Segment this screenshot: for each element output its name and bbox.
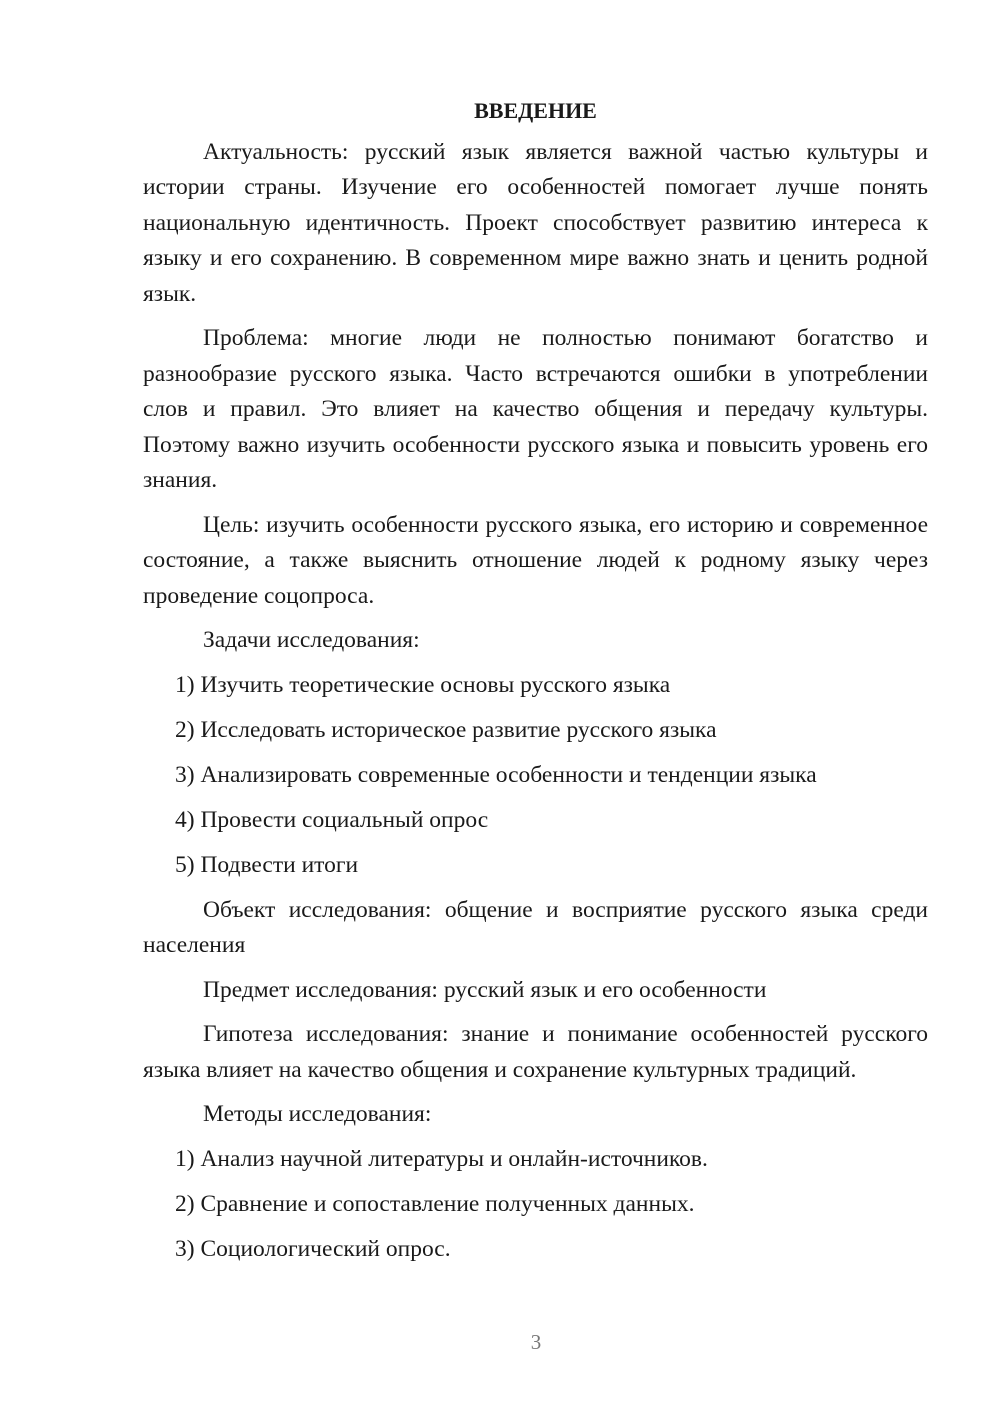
tasks-title: Задачи исследования: xyxy=(203,627,420,653)
methods-title: Методы исследования: xyxy=(203,1101,432,1127)
task-item: 1) Изучить теоретические основы русского языка xyxy=(175,671,671,698)
relevance-paragraph: Актуальность: русский язык является важной частью культуры и истории страны. Изучение его особенностей помогает лучше понять национальную идентичность. Проект способствует развитию интереса к языку и его сохранению. В современном мире важно знать и ценить родной язык. xyxy=(143,138,928,307)
task-item: 2) Исследовать историческое развитие русского языка xyxy=(175,716,717,743)
page-content xyxy=(143,93,928,1277)
task-item: 3) Анализировать современные особенности и тенденции языка xyxy=(175,761,817,788)
problem-paragraph: Проблема: многие люди не полностью понимают богатство и разнообразие русского языка. Часто встречаются ошибки в употреблении слов и правил. Это влияет на качество общения и передачу культуры. Поэтому важно изучить особенности русского языка и повысить уровень его знания. xyxy=(143,325,928,493)
task-item: 5) Подвести итоги xyxy=(175,851,359,878)
object-paragraph: Объект исследования: общение и восприятие русского языка среди населения xyxy=(143,896,928,958)
hypothesis-paragraph: Гипотеза исследования: знание и понимание особенностей русского языка влияет на качество общения и сохранение культурных традиций. xyxy=(143,1021,928,1083)
page-number: 3 xyxy=(530,1330,542,1354)
method-item: 3) Социологический опрос. xyxy=(175,1235,451,1262)
method-item: 1) Анализ научной литературы и онлайн-источников. xyxy=(175,1145,708,1172)
task-item: 4) Провести социальный опрос xyxy=(175,806,489,833)
goal-paragraph: Цель: изучить особенности русского языка, его историю и современное состояние, а также выяснить отношение людей к родному языку через проведение соцопроса. xyxy=(143,511,928,609)
method-item: 2) Сравнение и сопоставление полученных данных. xyxy=(175,1190,695,1217)
subject-paragraph: Предмет исследования: русский язык и его особенности xyxy=(203,976,767,1003)
page-title: ВВЕДЕНИЕ xyxy=(474,98,597,123)
